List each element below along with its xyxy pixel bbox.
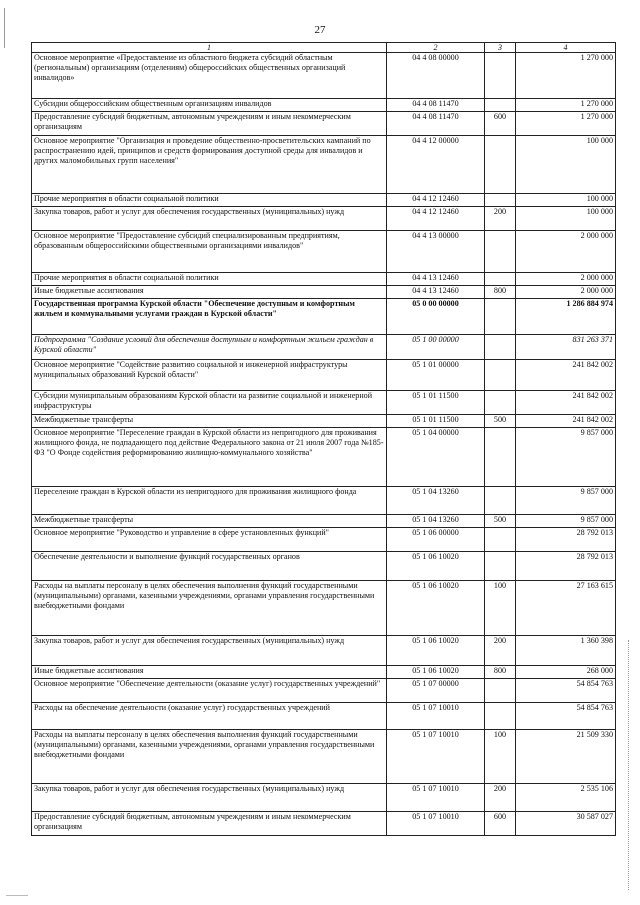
row-name-cell: Закупка товаров, работ и услуг для обеспечения государственных (муниципальных) нужд <box>32 636 387 666</box>
row-vr-cell: 100 <box>485 581 516 636</box>
row-vr-cell <box>485 703 516 730</box>
row-vr-cell: 600 <box>485 112 516 136</box>
row-code-cell: 05 1 07 10010 <box>387 703 485 730</box>
table-row <box>32 415 616 428</box>
row-amount-cell: 54 854 763 <box>516 703 616 730</box>
row-amount-cell: 241 842 002 <box>516 415 616 428</box>
table-row <box>32 515 616 528</box>
table-row <box>32 812 616 836</box>
row-vr-cell: 200 <box>485 784 516 812</box>
row-name-cell: Прочие мероприятия в области социальной политики <box>32 273 387 286</box>
row-amount-cell: 831 263 371 <box>516 335 616 360</box>
row-name-cell: Подпрограмма "Создание условий для обеспечения доступным и комфортным жильем граждан в Курской области" <box>32 335 387 360</box>
col-header-name: 1 <box>32 43 387 53</box>
table-row <box>32 99 616 112</box>
row-amount-cell: 241 842 002 <box>516 360 616 391</box>
row-vr-cell <box>485 391 516 415</box>
row-code-cell: 05 1 04 13260 <box>387 487 485 515</box>
table-row <box>32 666 616 679</box>
budget-table <box>31 42 616 836</box>
row-amount-cell: 1 360 398 <box>516 636 616 666</box>
row-amount-cell: 100 000 <box>516 207 616 231</box>
row-name-cell: Основное мероприятие "Переселение граждан в Курской области из непригодного для проживания жилищного фонда, не подпадающего под действие Федерального закона от 21 июля 2007 года №185-ФЗ "О Фонде содействия реформированию жилищно-коммунального хозяйства" <box>32 428 387 487</box>
row-name-cell: Основное мероприятие «Предоставление из областного бюджета субсидий областным (региональным) организациям (отделениям) общероссийских общественных организаций инвалидов» <box>32 53 387 99</box>
row-code-cell: 04 4 12 12460 <box>387 207 485 231</box>
table-row <box>32 136 616 194</box>
page-number: 27 <box>314 24 326 36</box>
table-row <box>32 636 616 666</box>
row-amount-cell: 2 000 000 <box>516 286 616 299</box>
row-vr-cell <box>485 487 516 515</box>
row-vr-cell: 100 <box>485 730 516 784</box>
row-name-cell: Обеспечение деятельности и выполнение функций государственных органов <box>32 552 387 581</box>
row-vr-cell: 500 <box>485 515 516 528</box>
row-amount-cell: 2 535 106 <box>516 784 616 812</box>
row-code-cell: 04 4 12 12460 <box>387 194 485 207</box>
row-amount-cell: 2 000 000 <box>516 231 616 273</box>
row-name-cell: Основное мероприятие "Предоставление субсидий специализированным предприятиям, образованным общероссийскими общественными организациями инвалидов" <box>32 231 387 273</box>
row-amount-cell: 2 000 000 <box>516 273 616 286</box>
row-name-cell: Расходы на обеспечение деятельности (оказание услуг) государственных учреждений <box>32 703 387 730</box>
table-row <box>32 391 616 415</box>
row-amount-cell: 1 270 000 <box>516 99 616 112</box>
row-name-cell: Предоставление субсидий бюджетным, автономным учреждениям и иным некоммерческим организациям <box>32 812 387 836</box>
row-vr-cell <box>485 552 516 581</box>
row-name-cell: Расходы на выплаты персоналу в целях обеспечения выполнения функций государственными (муниципальными) органами, казенными учреждениями, органами управления государственными внебюджетными фондами <box>32 581 387 636</box>
scan-margin-marks <box>628 640 631 890</box>
table-row <box>32 231 616 273</box>
table-row <box>32 552 616 581</box>
row-vr-cell <box>485 428 516 487</box>
table-row <box>32 194 616 207</box>
row-name-cell: Основное мероприятие "Обеспечение деятельности (оказание услуг) государственных учреждений" <box>32 679 387 703</box>
table-row <box>32 53 616 99</box>
row-vr-cell: 500 <box>485 415 516 428</box>
row-amount-cell: 100 000 <box>516 194 616 207</box>
row-vr-cell <box>485 528 516 552</box>
row-code-cell: 05 0 00 00000 <box>387 299 485 335</box>
row-vr-cell <box>485 53 516 99</box>
row-amount-cell: 9 857 000 <box>516 428 616 487</box>
row-name-cell: Межбюджетные трансферты <box>32 415 387 428</box>
row-vr-cell <box>485 679 516 703</box>
row-vr-cell <box>485 194 516 207</box>
table-row <box>32 286 616 299</box>
table-row <box>32 487 616 515</box>
row-code-cell: 05 1 07 10010 <box>387 812 485 836</box>
row-vr-cell <box>485 231 516 273</box>
table-row <box>32 730 616 784</box>
row-amount-cell: 1 270 000 <box>516 53 616 99</box>
scan-corner-mark <box>6 895 28 896</box>
row-code-cell: 05 1 06 10020 <box>387 552 485 581</box>
row-code-cell: 05 1 01 11500 <box>387 391 485 415</box>
row-name-cell: Субсидии муниципальным образованиям Курской области на развитие социальной и инженерной инфраструктуры <box>32 391 387 415</box>
row-code-cell: 04 4 13 12460 <box>387 273 485 286</box>
row-code-cell: 04 4 08 00000 <box>387 53 485 99</box>
row-vr-cell <box>485 335 516 360</box>
row-vr-cell: 200 <box>485 636 516 666</box>
row-vr-cell: 200 <box>485 207 516 231</box>
row-amount-cell: 9 857 000 <box>516 515 616 528</box>
table-row <box>32 581 616 636</box>
row-code-cell: 05 1 04 13260 <box>387 515 485 528</box>
row-name-cell: Субсидии общероссийским общественным организациям инвалидов <box>32 99 387 112</box>
row-amount-cell: 27 163 615 <box>516 581 616 636</box>
row-name-cell: Основное мероприятие "Руководство и управление в сфере установленных функций" <box>32 528 387 552</box>
row-code-cell: 05 1 06 10020 <box>387 666 485 679</box>
table-row <box>32 273 616 286</box>
row-amount-cell: 1 270 000 <box>516 112 616 136</box>
row-vr-cell <box>485 360 516 391</box>
row-name-cell: Иные бюджетные ассигнования <box>32 286 387 299</box>
row-amount-cell: 9 857 000 <box>516 487 616 515</box>
table-row <box>32 112 616 136</box>
table-row <box>32 679 616 703</box>
table-row <box>32 207 616 231</box>
row-code-cell: 05 1 00 00000 <box>387 335 485 360</box>
row-amount-cell: 28 792 013 <box>516 552 616 581</box>
row-name-cell: Иные бюджетные ассигнования <box>32 666 387 679</box>
header-row <box>32 43 616 53</box>
row-amount-cell: 241 842 002 <box>516 391 616 415</box>
row-name-cell: Межбюджетные трансферты <box>32 515 387 528</box>
table-row <box>32 335 616 360</box>
row-code-cell: 04 4 08 11470 <box>387 112 485 136</box>
row-vr-cell: 800 <box>485 666 516 679</box>
row-amount-cell: 100 000 <box>516 136 616 194</box>
row-code-cell: 04 4 13 00000 <box>387 231 485 273</box>
row-vr-cell: 600 <box>485 812 516 836</box>
table-row <box>32 528 616 552</box>
row-code-cell: 05 1 06 00000 <box>387 528 485 552</box>
row-name-cell: Прочие мероприятия в области социальной политики <box>32 194 387 207</box>
row-name-cell: Основное мероприятие "Организация и проведение общественно-просветительских кампаний по распространению идей, принципов и средств формирования доступной среды для инвалидов и других маломобильных групп населения" <box>32 136 387 194</box>
row-name-cell: Закупка товаров, работ и услуг для обеспечения государственных (муниципальных) нужд <box>32 784 387 812</box>
row-vr-cell <box>485 136 516 194</box>
table-row <box>32 703 616 730</box>
row-vr-cell <box>485 273 516 286</box>
row-code-cell: 04 4 08 11470 <box>387 99 485 112</box>
row-amount-cell: 30 587 027 <box>516 812 616 836</box>
row-code-cell: 05 1 06 10020 <box>387 581 485 636</box>
row-code-cell: 05 1 07 10010 <box>387 784 485 812</box>
row-vr-cell <box>485 299 516 335</box>
row-name-cell: Закупка товаров, работ и услуг для обеспечения государственных (муниципальных) нужд <box>32 207 387 231</box>
row-name-cell: Предоставление субсидий бюджетным, автономным учреждениям и иным некоммерческим организациям <box>32 112 387 136</box>
row-name-cell: Расходы на выплаты персоналу в целях обеспечения выполнения функций государственными (муниципальными) органами, казенными учреждениями, органами управления государственными внебюджетными фондами <box>32 730 387 784</box>
table-row <box>32 428 616 487</box>
col-header-code: 2 <box>387 43 485 53</box>
table-row <box>32 299 616 335</box>
row-code-cell: 05 1 01 00000 <box>387 360 485 391</box>
row-amount-cell: 268 000 <box>516 666 616 679</box>
row-name-cell: Основное мероприятие "Содействие развитию социальной и инженерной инфраструктуры муниципальных образований Курской области" <box>32 360 387 391</box>
row-code-cell: 05 1 01 11500 <box>387 415 485 428</box>
row-code-cell: 05 1 07 10010 <box>387 730 485 784</box>
row-amount-cell: 54 854 763 <box>516 679 616 703</box>
row-vr-cell <box>485 99 516 112</box>
row-code-cell: 05 1 04 00000 <box>387 428 485 487</box>
row-amount-cell: 21 509 330 <box>516 730 616 784</box>
row-code-cell: 04 4 12 00000 <box>387 136 485 194</box>
col-header-vr: 3 <box>485 43 516 53</box>
row-name-cell: Переселение граждан в Курской области из непригодного для проживания жилищного фонда <box>32 487 387 515</box>
col-header-amount: 4 <box>516 43 616 53</box>
row-amount-cell: 1 286 884 974 <box>516 299 616 335</box>
row-vr-cell: 800 <box>485 286 516 299</box>
table-row <box>32 360 616 391</box>
row-code-cell: 05 1 06 10020 <box>387 636 485 666</box>
row-name-cell: Государственная программа Курской области "Обеспечение доступным и комфортным жильем и коммунальными услугами граждан в Курской области" <box>32 299 387 335</box>
row-code-cell: 04 4 13 12460 <box>387 286 485 299</box>
table-row <box>32 784 616 812</box>
row-code-cell: 05 1 07 00000 <box>387 679 485 703</box>
row-amount-cell: 28 792 013 <box>516 528 616 552</box>
